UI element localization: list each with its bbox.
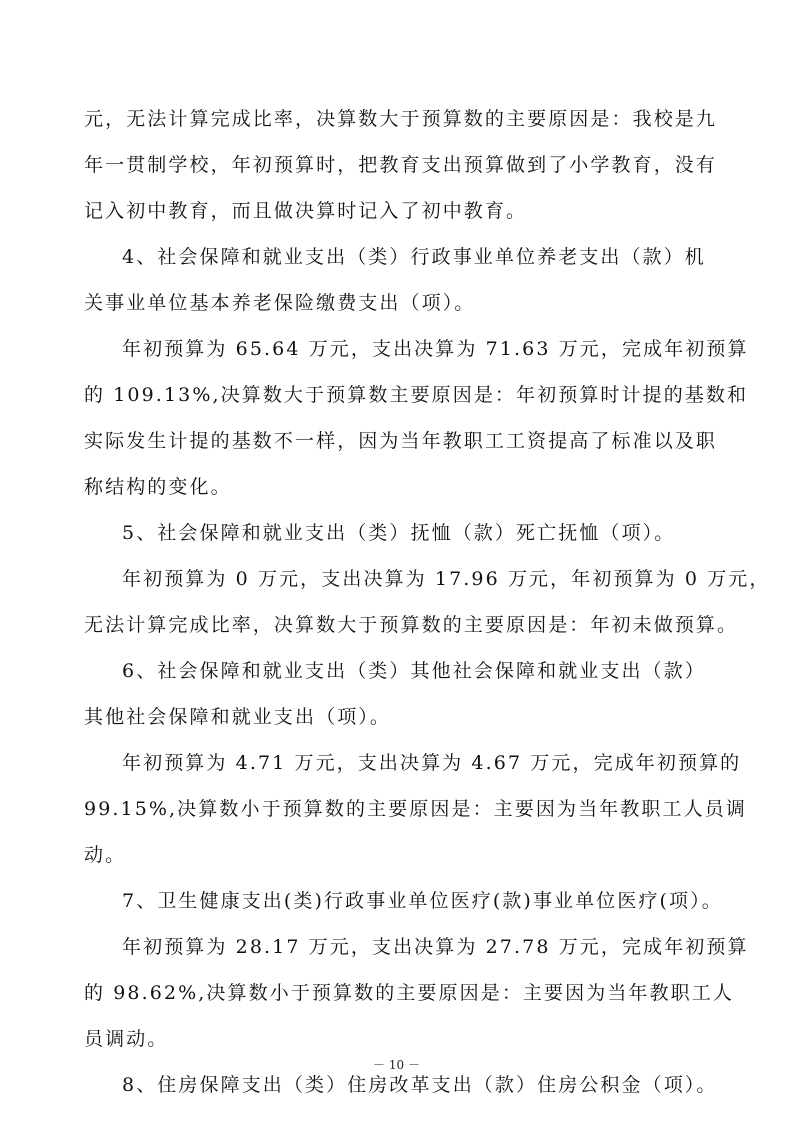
page-number: － 10 － [373,1058,420,1072]
text-line: 年初预算为 28.17 万元，支出决算为 27.78 万元，完成年初预算 [122,936,749,958]
text-line: 记入初中教育，而且做决算时记入了初中教育。 [84,200,528,222]
document-body [84,96,771,1108]
text-line: 元，无法计算完成比率，决算数大于预算数的主要原因是：我校是九 [84,108,718,130]
section-heading-7: 7、卫生健康支出(类)行政事业单位医疗(款)事业单位医疗(项）。 [122,890,723,912]
text-line: 其他社会保障和就业支出（项）。 [84,706,392,728]
text-line: 年初预算为 4.71 万元，支出决算为 4.67 万元，完成年初预算的 [122,752,742,774]
text-line: 99.15%,决算数小于预算数的主要原因是：主要因为当年教职工人员调 [84,798,747,820]
text-line: 动。 [84,844,127,866]
text-line: 年初预算为 65.64 万元，支出决算为 71.63 万元，完成年初预算 [122,338,749,360]
text-line: 关事业单位基本养老保险缴费支出（项）。 [84,292,476,314]
text-line: 实际发生计提的基数不一样，因为当年教职工工资提高了标准以及职 [84,430,718,452]
text-line: 无法计算完成比率，决算数大于预算数的主要原因是：年初未做预算。 [84,614,739,636]
text-line: 称结构的变化。 [84,476,232,498]
section-heading-6: 6、社会保障和就业支出（类）其他社会保障和就业支出（款） [122,660,706,682]
text-line: 年初预算为 0 万元，支出决算为 17.96 万元，年初预算为 0 万元， [122,568,771,590]
text-line: 年一贯制学校，年初预算时，把教育支出预算做到了小学教育，没有 [84,154,718,176]
text-line: 的 98.62%,决算数小于预算数的主要原因是：主要因为当年教职工人 [84,982,734,1004]
text-line: 员调动。 [84,1028,169,1050]
section-heading-8: 8、住房保障支出（类）住房改革支出（款）住房公积金（项）。 [122,1074,718,1096]
section-heading-4: 4、社会保障和就业支出（类）行政事业单位养老支出（款）机 [122,246,706,268]
section-heading-5: 5、社会保障和就业支出（类）抚恤（款）死亡抚恤（项）。 [122,522,676,544]
text-line: 的 109.13%,决算数大于预算数主要原因是：年初预算时计提的基数和 [84,384,749,406]
